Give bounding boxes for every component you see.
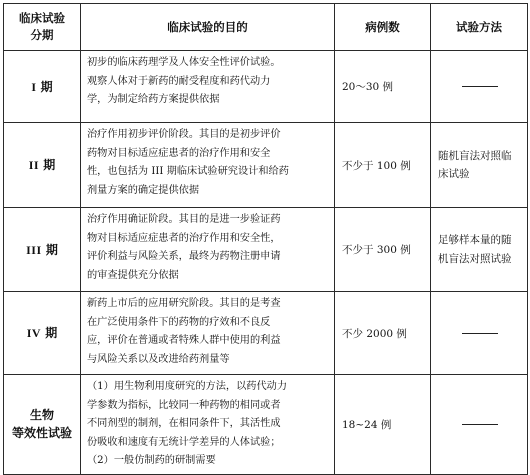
method-cell [431,292,528,375]
purpose-line: 治疗作用初步评价阶段。其目的是初步评价 [87,129,281,140]
phase-roman: II [28,158,40,172]
table-row-phase-1 [4,51,528,123]
clinical-trial-phases-table [3,3,528,475]
phase-suffix: 期 [45,242,58,257]
purpose-line: 的审查提供充分依据 [87,269,179,281]
purpose-cell [81,51,335,123]
method-cell [431,51,528,123]
purpose-cell [81,208,335,292]
cases-cell: 不少于 100 例 [335,123,431,208]
cases-cell: 18~24 例 [335,375,431,475]
purpose-cell [81,375,335,475]
table-row-bioequivalence [4,375,528,475]
cases-cell: 不少 2000 例 [335,292,431,375]
purpose-line: 治疗作用确证阶段。其目的是进一步验证药 [87,214,281,225]
header-phase-line1: 临床试验 [19,11,65,25]
purpose-line: 药物对目标适应症患者的治疗作用和安全 [87,147,271,159]
purpose-cell [81,292,335,375]
table-row-phase-2 [4,123,528,208]
method-cell [431,208,528,292]
header-row [4,4,528,51]
purpose-line: 学，为制定给药方案提供依据 [87,94,220,105]
purpose-line: 在广泛使用条件下的药物的疗效和不良反 [87,316,271,328]
header-phase-line2: 分期 [30,28,54,42]
phase-roman: IV [26,326,42,340]
purpose-line: （2）一般仿制药的研制需要 [87,455,216,466]
phase-roman: I [31,79,37,94]
purpose-line: 性，也包括为 III 期临床试验研究设计和给药 [87,166,289,177]
phase-cell [4,292,81,375]
purpose-line: 份吸收和速度有无统计学差异的人体试验； [87,436,281,448]
header-purpose: 临床试验的目的 [81,4,335,51]
empty-dash [462,424,498,425]
phase-cell [4,51,81,123]
header-method: 试验方法 [431,4,528,51]
purpose-line: 物对目标适应症患者的治疗作用和安全性， [87,232,281,244]
phase-cell [4,375,81,475]
phase-suffix: 期 [43,158,56,172]
purpose-line: 初步的临床药理学及人体安全性评价试验。 [87,57,281,68]
purpose-line: 学参数为指标，比较同一种药物的相同或者 [87,399,281,411]
phase-roman: III [26,242,42,257]
purpose-line: 不同剂型的制剂，在相同条件下，其活性成 [87,418,281,429]
purpose-line: 观察人体对于新药的耐受程度和药代动力 [87,75,271,87]
phase-suffix: 期 [45,326,58,340]
purpose-line: 新药上市后的应用研究阶段。其目的是考查 [87,298,281,309]
method-line: 足够样本量的随 [438,234,512,246]
phase-suffix: 期 [40,79,53,94]
purpose-line: 评价利益与风险关系，最终为药物注册申请 [87,251,281,262]
table-row-phase-4 [4,292,528,375]
empty-dash [462,333,498,334]
method-line: 床试验 [438,168,470,180]
purpose-cell [81,123,335,208]
empty-dash [462,86,498,87]
method-line: 机盲法对照试验 [438,252,512,265]
phase-cell [4,208,81,292]
cases-cell: 20～30 例 [335,51,431,123]
phase-line1: 生物 [29,408,54,423]
phase-line2: 等效性试验 [11,426,72,441]
table-row-phase-3 [4,208,528,292]
purpose-line: 剂量方案的确定提供依据 [87,184,200,196]
header-cases: 病例数 [335,4,431,51]
method-line: 随机盲法对照临 [438,149,512,162]
phase-cell [4,123,81,208]
method-cell [431,123,528,208]
header-phase [4,4,81,51]
purpose-line: 与风险关系以及改进给药剂量等 [87,353,230,365]
method-cell [431,375,528,475]
cases-cell: 不少于 300 例 [335,208,431,292]
purpose-line: 应，评价在普通或者特殊人群中使用的利益 [87,335,281,346]
purpose-line: （1）用生物利用度研究的方法，以药代动力 [87,381,288,392]
